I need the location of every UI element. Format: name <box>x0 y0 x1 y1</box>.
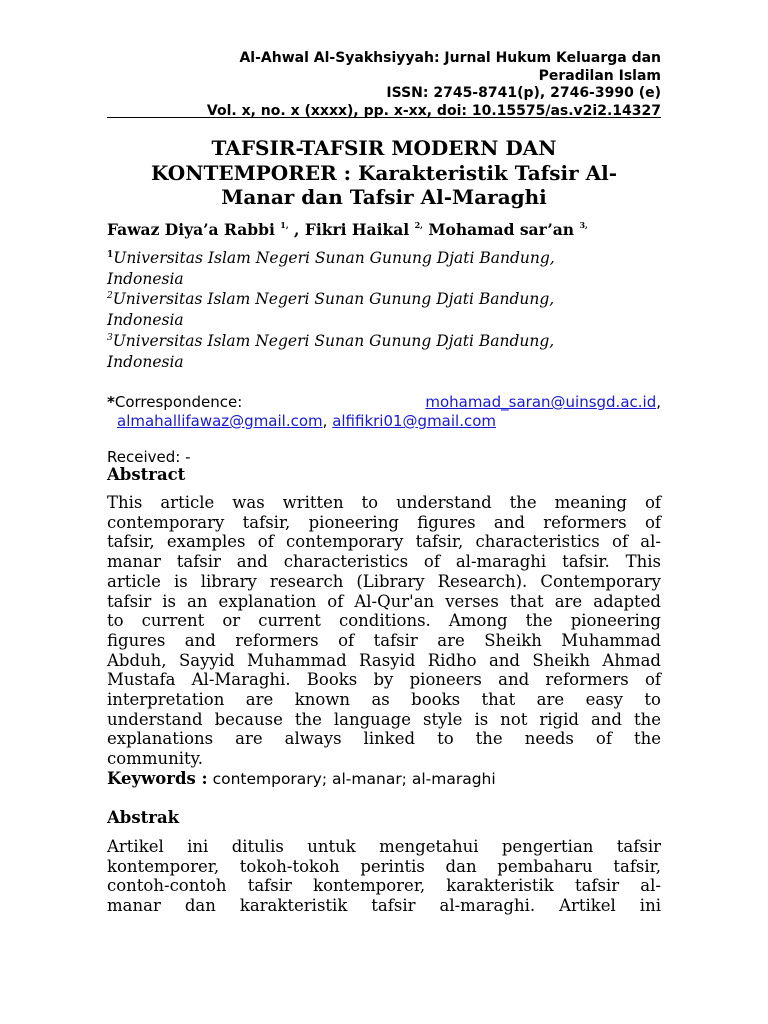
abstract-heading: Abstract <box>107 465 186 484</box>
abstract-line: community. <box>107 749 204 769</box>
affiliation-3-country: Indonesia <box>107 352 184 371</box>
correspondence-label-text: Correspondence: <box>114 393 243 411</box>
abstrak-line: manar dan karakteristik tafsir al-maraghi. Artikel ini <box>107 896 661 916</box>
abstract-line: article is library research (Library Research). Contemporary <box>107 571 661 591</box>
correspondence-star: * <box>107 393 115 411</box>
author-separator: , <box>288 220 305 239</box>
affiliation-mark: 2 <box>107 291 113 302</box>
abstrak-line: contoh-contoh tafsir kontemporer, karakteristik tafsir al- <box>107 876 661 896</box>
journal-issn: ISSN: 2745-8741(p), 2746-3990 (e) <box>386 85 661 101</box>
paper-title-line1: TAFSIR-TAFSIR MODERN DAN <box>211 136 557 160</box>
email-link-2[interactable]: almahallifawaz@gmail.com <box>117 412 323 430</box>
abstract-line: explanations are always linked to the needs of the <box>107 729 661 749</box>
affiliation-2 <box>107 289 661 310</box>
abstract-line: understand because the language style is not rigid and the <box>107 709 661 729</box>
affiliation-1-country: Indonesia <box>107 269 184 288</box>
email-separator: , <box>322 412 333 430</box>
affiliation-1 <box>107 248 661 269</box>
keywords <box>107 769 661 789</box>
affiliation-3 <box>107 331 661 352</box>
keywords-label: Keywords : <box>107 769 208 788</box>
abstract-body <box>107 493 661 769</box>
abstrak-line: kontemporer, tokoh-tokoh perintis dan pembaharu tafsir, <box>107 856 661 876</box>
author-mark: 2, <box>414 220 423 230</box>
abstract-line: tafsir, examples of contemporary tafsir, characteristics of al- <box>107 532 661 552</box>
keywords-text: contemporary; al-manar; al-maraghi <box>207 770 496 788</box>
abstract-line: tafsir is an explanation of Al-Qur'an verses that are adapted <box>107 591 661 611</box>
author-name: Fawaz Diya’a Rabbi <box>107 220 275 239</box>
abstract-line: to current or current conditions. Among the pioneering <box>107 611 661 631</box>
abstract-line: Mustafa Al-Maraghi. Books by pioneers and reformers of <box>107 670 661 690</box>
affiliation-list <box>107 248 661 372</box>
email-link-3[interactable]: alfifikri01@gmail.com <box>332 412 497 430</box>
paper-title <box>107 136 661 210</box>
abstract-line: manar tafsir and characteristics of al-maraghi tafsir. This <box>107 552 661 572</box>
paper-title-line2: KONTEMPORER : Karakteristik Tafsir Al- <box>150 160 618 185</box>
abstract-line: interpretation are known as books that are easy to <box>107 690 661 710</box>
journal-name-line1: Al-Ahwal Al-Syakhsiyyah: Jurnal Hukum Keluarga dan <box>239 50 661 66</box>
correspondence-email1-wrap <box>425 393 661 412</box>
header-rule <box>107 117 661 118</box>
journal-volume-doi: Vol. x, no. x (xxxx), pp. x-xx, doi: 10.15575/as.v2i2.14327 <box>206 102 661 119</box>
author-mark: 1, <box>280 220 289 230</box>
correspondence <box>107 393 661 431</box>
paper-title-line3: Manar dan Tafsir Al-Maraghi <box>221 185 547 209</box>
affiliation-text: Universitas Islam Negeri Sunan Gunung Djati Bandung, <box>112 290 555 309</box>
abstract-line: Abduh, Sayyid Muhammad Rasyid Ridho and Sheikh Ahmad <box>107 650 661 670</box>
affiliation-2-country: Indonesia <box>107 311 184 330</box>
journal-header <box>107 50 661 120</box>
abstrak-body <box>107 837 661 916</box>
author-list <box>107 220 661 240</box>
abstract-line: This article was written to understand the meaning of <box>107 493 661 512</box>
affiliation-text: Universitas Islam Negeri Sunan Gunung Djati Bandung, <box>113 249 555 267</box>
abstrak-heading: Abstrak <box>107 808 180 827</box>
abstract-line: figures and reformers of tafsir are Sheikh Muhammad <box>107 630 661 650</box>
abstract-line: contemporary tafsir, pioneering figures and reformers of <box>107 512 661 532</box>
email-link-1[interactable]: mohamad_saran@uinsgd.ac.id <box>425 393 657 411</box>
received-date: Received: - <box>107 448 191 466</box>
correspondence-label <box>107 393 242 412</box>
author-name: Mohamad sar’an <box>428 220 575 239</box>
author-mark: 3, <box>579 220 588 230</box>
affiliation-text: Universitas Islam Negeri Sunan Gunung Djati Bandung, <box>112 331 555 350</box>
affiliation-mark: 1 <box>107 250 114 260</box>
affiliation-mark: 3 <box>107 332 113 343</box>
correspondence-line-1 <box>107 393 661 412</box>
abstrak-line: Artikel ini ditulis untuk mengetahui pengertian tafsir <box>107 837 661 856</box>
author-name: Fikri Haikal <box>304 220 410 239</box>
journal-name-line2: Peradilan Islam <box>538 67 661 84</box>
correspondence-line-2 <box>107 412 661 431</box>
email-comma: , <box>656 393 661 411</box>
